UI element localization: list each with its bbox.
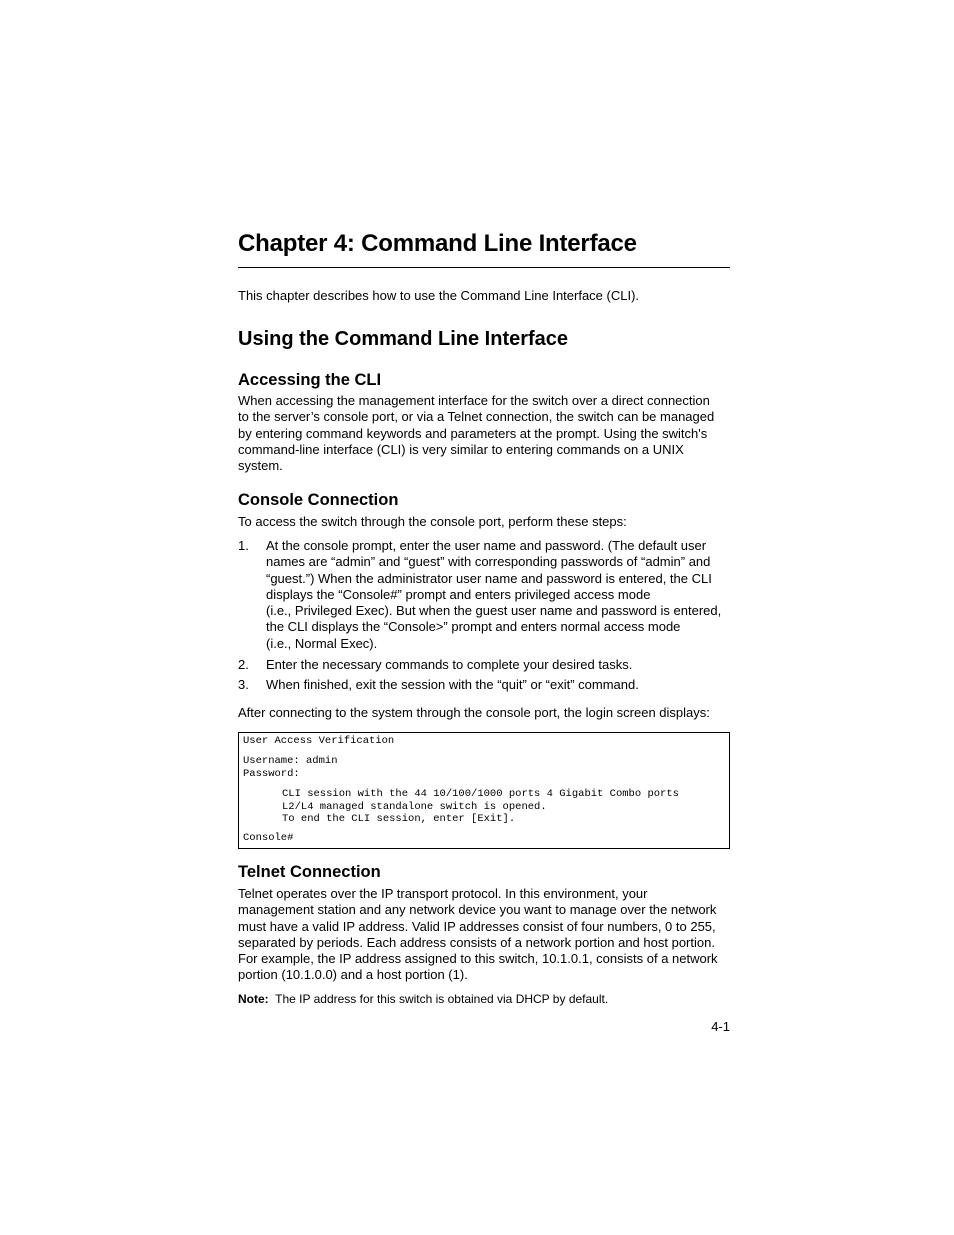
text-line: When finished, exit the session with the “quit” or “exit” command. <box>266 677 639 693</box>
text-line: (i.e., Privileged Exec). But when the guest user name and password is entered, <box>266 603 722 619</box>
note-text: The IP address for this switch is obtained via DHCP by default. <box>275 992 609 1006</box>
console-intro: To access the switch through the console port, perform these steps: <box>238 514 627 529</box>
text-line: When accessing the management interface for the switch over a direct connection <box>238 393 710 408</box>
accessing-cli-paragraph <box>238 393 730 474</box>
code-line: Username: admin <box>243 755 338 767</box>
text-line: For example, the IP address assigned to this switch, 10.1.0.1, consists of a network <box>238 951 718 967</box>
text-line: the CLI displays the “Console>” prompt and enters normal access mode <box>266 619 681 635</box>
text-line: command-line interface (CLI) is very similar to entering commands on a UNIX <box>238 441 684 457</box>
list-number: 2. <box>238 656 249 672</box>
text-line: by entering command keywords and parameters at the prompt. Using the switch's <box>238 425 708 441</box>
text-line: to the server’s console port, or via a Telnet connection, the switch can be managed <box>238 409 715 425</box>
list-number: 3. <box>238 677 249 693</box>
text-line: “guest.”) When the administrator user name and password is entered, the CLI <box>266 570 712 586</box>
page-number: 4-1 <box>711 1019 730 1034</box>
chapter-intro: This chapter describes how to use the Command Line Interface (CLI). <box>238 288 640 303</box>
console-after-text: After connecting to the system through the console port, the login screen displays: <box>238 705 710 720</box>
title-rule <box>238 267 730 268</box>
list-item <box>238 657 730 673</box>
code-line: Password: <box>243 768 300 780</box>
text-line: separated by periods. Each address consists of a network portion and host portion. <box>238 934 715 950</box>
telnet-paragraph <box>238 886 730 984</box>
code-line: CLI session with the 44 10/100/1000 ports 4 Gigabit Combo ports <box>282 788 679 800</box>
note-label: Note: <box>238 992 269 1006</box>
chapter-title: Chapter 4: Command Line Interface <box>238 230 637 257</box>
text-line: displays the “Console#” prompt and enters privileged access mode <box>266 586 651 602</box>
section-title: Using the Command Line Interface <box>238 328 569 350</box>
text-line: management station and any network device you want to manage over the network <box>238 902 717 918</box>
list-number: 1. <box>238 538 249 553</box>
code-line: User Access Verification <box>243 735 395 747</box>
text-line: Telnet operates over the IP transport protocol. In this environment, your <box>238 886 648 901</box>
console-connection-heading: Console Connection <box>238 491 399 509</box>
text-line: system. <box>238 458 283 474</box>
list-item <box>238 677 730 693</box>
text-line: At the console prompt, enter the user name and password. (The default user <box>266 538 707 553</box>
accessing-cli-heading: Accessing the CLI <box>238 371 382 389</box>
text-line: (i.e., Normal Exec). <box>266 635 378 651</box>
text-line: Enter the necessary commands to complete your desired tasks. <box>266 656 633 672</box>
code-line: L2/L4 managed standalone switch is opened. <box>282 801 547 813</box>
text-line: must have a valid IP address. Valid IP addresses consist of four numbers, 0 to 255, <box>238 918 716 934</box>
text-line: names are “admin” and “guest” with corresponding passwords of “admin” and <box>266 554 711 570</box>
console-steps-list <box>238 538 730 698</box>
list-item <box>238 538 730 652</box>
text-line: portion (10.1.0.0) and a host portion (1). <box>238 967 468 983</box>
login-screen-code-block <box>238 732 730 849</box>
code-line: To end the CLI session, enter [Exit]. <box>282 813 516 825</box>
code-line: Console# <box>243 832 294 844</box>
telnet-connection-heading: Telnet Connection <box>238 863 381 881</box>
note <box>238 992 608 1006</box>
